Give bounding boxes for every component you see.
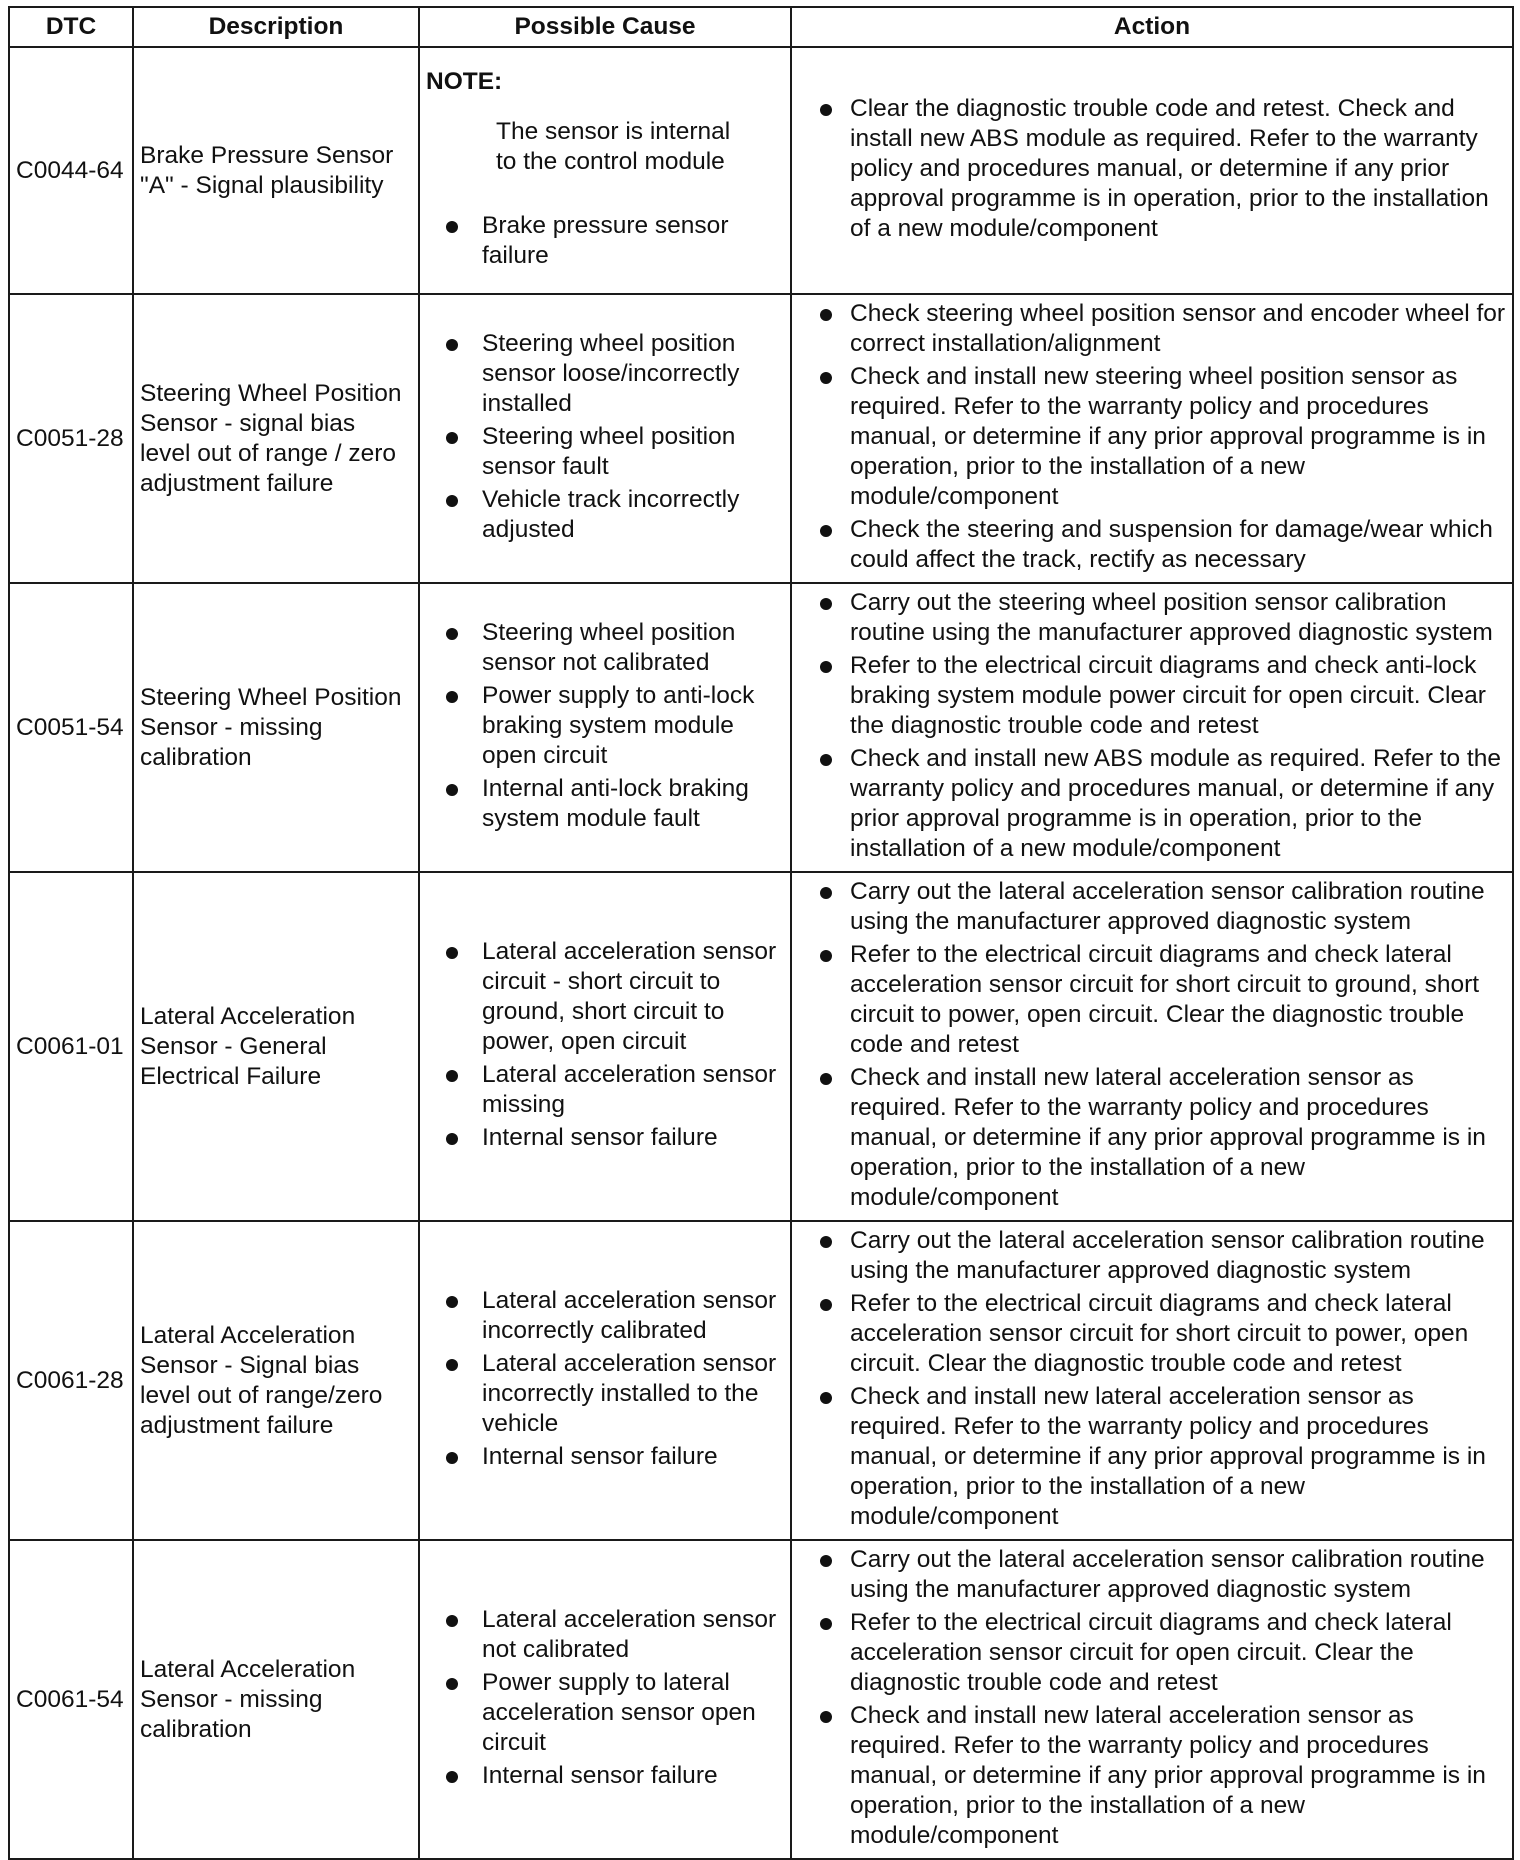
- action-cell: [791, 47, 1513, 294]
- dtc-description: Lateral Acceleration Sensor - missing calibration: [133, 1540, 419, 1859]
- action-list: [798, 588, 1506, 864]
- cause-item: Lateral acceleration sensor missing: [426, 1060, 784, 1120]
- dtc-code: C0044-64: [9, 47, 133, 294]
- action-item: Check steering wheel position sensor and encoder wheel for correct installation/alignment: [798, 299, 1506, 359]
- cause-item: Power supply to anti-lock braking system module open circuit: [426, 681, 784, 771]
- dtc-description: Steering Wheel Position Sensor - signal bias level out of range / zero adjustment failure: [133, 294, 419, 583]
- cause-list: [426, 1286, 784, 1472]
- table-row: [9, 47, 1513, 294]
- action-item: Check and install new steering wheel position sensor as required. Refer to the warranty policy and procedures manual, or determine if any prior approval programme is in operation, prior to the installation of a new module/component: [798, 362, 1506, 512]
- possible-cause-cell: [419, 47, 791, 294]
- action-list: [798, 94, 1506, 244]
- dtc-description: Steering Wheel Position Sensor - missing calibration: [133, 583, 419, 872]
- cause-item: Power supply to lateral acceleration sensor open circuit: [426, 1668, 784, 1758]
- action-item: Refer to the electrical circuit diagrams and check lateral acceleration sensor circuit for short circuit to power, open circuit. Clear the diagnostic trouble code and retest: [798, 1289, 1506, 1379]
- action-item: Check and install new lateral acceleration sensor as required. Refer to the warranty policy and procedures manual, or determine if any prior approval programme is in operation, prior to the installation of a new module/component: [798, 1382, 1506, 1532]
- cause-list: [426, 618, 784, 834]
- cause-item: Steering wheel position sensor not calibrated: [426, 618, 784, 678]
- action-cell: [791, 294, 1513, 583]
- action-item: Carry out the lateral acceleration sensor calibration routine using the manufacturer approved diagnostic system: [798, 1226, 1506, 1286]
- action-item: Refer to the electrical circuit diagrams and check anti-lock braking system module power circuit for open circuit. Clear the diagnostic trouble code and retest: [798, 651, 1506, 741]
- cause-item: Lateral acceleration sensor circuit - short circuit to ground, short circuit to power, open circuit: [426, 937, 784, 1057]
- action-item: Check and install new lateral acceleration sensor as required. Refer to the warranty policy and procedures manual, or determine if any prior approval programme is in operation, prior to the installation of a new module/component: [798, 1063, 1506, 1213]
- cause-item: Internal anti-lock braking system module fault: [426, 774, 784, 834]
- header-action: Action: [791, 7, 1513, 47]
- note-title: NOTE:: [426, 68, 503, 95]
- dtc-code: C0051-54: [9, 583, 133, 872]
- action-item: Refer to the electrical circuit diagrams and check lateral acceleration sensor circuit for short circuit to ground, short circuit to power, open circuit. Clear the diagnostic trouble code and retest: [798, 940, 1506, 1060]
- dtc-description: Lateral Acceleration Sensor - Signal bias level out of range/zero adjustment failure: [133, 1221, 419, 1540]
- action-cell: [791, 583, 1513, 872]
- header-description: Description: [133, 7, 419, 47]
- dtc-code: C0061-54: [9, 1540, 133, 1859]
- dtc-document: [8, 6, 1512, 1860]
- action-item: Clear the diagnostic trouble code and retest. Check and install new ABS module as required. Refer to the warranty policy and procedures manual, or determine if any prior approval programme is in operation, prior to the installation of a new module/component: [798, 94, 1506, 244]
- dtc-code: C0061-28: [9, 1221, 133, 1540]
- action-cell: [791, 1540, 1513, 1859]
- cause-list: [426, 211, 784, 271]
- action-list: [798, 1545, 1506, 1851]
- action-item: Carry out the lateral acceleration sensor calibration routine using the manufacturer approved diagnostic system: [798, 877, 1506, 937]
- cause-item: Internal sensor failure: [426, 1123, 784, 1153]
- action-item: Check the steering and suspension for damage/wear which could affect the track, rectify as necessary: [798, 515, 1506, 575]
- action-list: [798, 299, 1506, 575]
- cause-list: [426, 937, 784, 1153]
- action-item: Check and install new ABS module as required. Refer to the warranty policy and procedures manual, or determine if any prior approval programme is in operation, prior to the installation of a new module/component: [798, 744, 1506, 864]
- action-item: Carry out the steering wheel position sensor calibration routine using the manufacturer approved diagnostic system: [798, 588, 1506, 648]
- cause-list: [426, 1605, 784, 1791]
- cause-item: Vehicle track incorrectly adjusted: [426, 485, 784, 545]
- cause-list: [426, 329, 784, 545]
- cause-item: Steering wheel position sensor fault: [426, 422, 784, 482]
- action-item: Carry out the lateral acceleration sensor calibration routine using the manufacturer approved diagnostic system: [798, 1545, 1506, 1605]
- possible-cause-cell: [419, 294, 791, 583]
- dtc-table: [8, 6, 1514, 1860]
- possible-cause-cell: [419, 872, 791, 1221]
- cause-item: Internal sensor failure: [426, 1761, 784, 1791]
- action-item: Refer to the electrical circuit diagrams and check lateral acceleration sensor circuit for open circuit. Clear the diagnostic trouble code and retest: [798, 1608, 1506, 1698]
- action-list: [798, 877, 1506, 1213]
- header-possible-cause: Possible Cause: [419, 7, 791, 47]
- table-header-row: [9, 7, 1513, 47]
- dtc-code: C0061-01: [9, 872, 133, 1221]
- table-row: [9, 872, 1513, 1221]
- possible-cause-cell: [419, 583, 791, 872]
- dtc-code: C0051-28: [9, 294, 133, 583]
- table-row: [9, 294, 1513, 583]
- dtc-description: Brake Pressure Sensor "A" - Signal plausibility: [133, 47, 419, 294]
- table-row: [9, 1221, 1513, 1540]
- action-item: Check and install new lateral acceleration sensor as required. Refer to the warranty policy and procedures manual, or determine if any prior approval programme is in operation, prior to the installation of a new module/component: [798, 1701, 1506, 1851]
- cause-item: Lateral acceleration sensor incorrectly calibrated: [426, 1286, 784, 1346]
- dtc-description: Lateral Acceleration Sensor - General Electrical Failure: [133, 872, 419, 1221]
- action-list: [798, 1226, 1506, 1532]
- cause-item: Lateral acceleration sensor incorrectly installed to the vehicle: [426, 1349, 784, 1439]
- possible-cause-cell: [419, 1221, 791, 1540]
- cause-item: Steering wheel position sensor loose/incorrectly installed: [426, 329, 784, 419]
- cause-item: Brake pressure sensor failure: [426, 211, 784, 271]
- table-row: [9, 1540, 1513, 1859]
- possible-cause-cell: [419, 1540, 791, 1859]
- cause-item: Lateral acceleration sensor not calibrated: [426, 1605, 784, 1665]
- cause-item: Internal sensor failure: [426, 1442, 784, 1472]
- action-cell: [791, 1221, 1513, 1540]
- header-dtc: DTC: [9, 7, 133, 47]
- table-row: [9, 583, 1513, 872]
- note-text: The sensor is internal to the control module: [496, 118, 731, 175]
- action-cell: [791, 872, 1513, 1221]
